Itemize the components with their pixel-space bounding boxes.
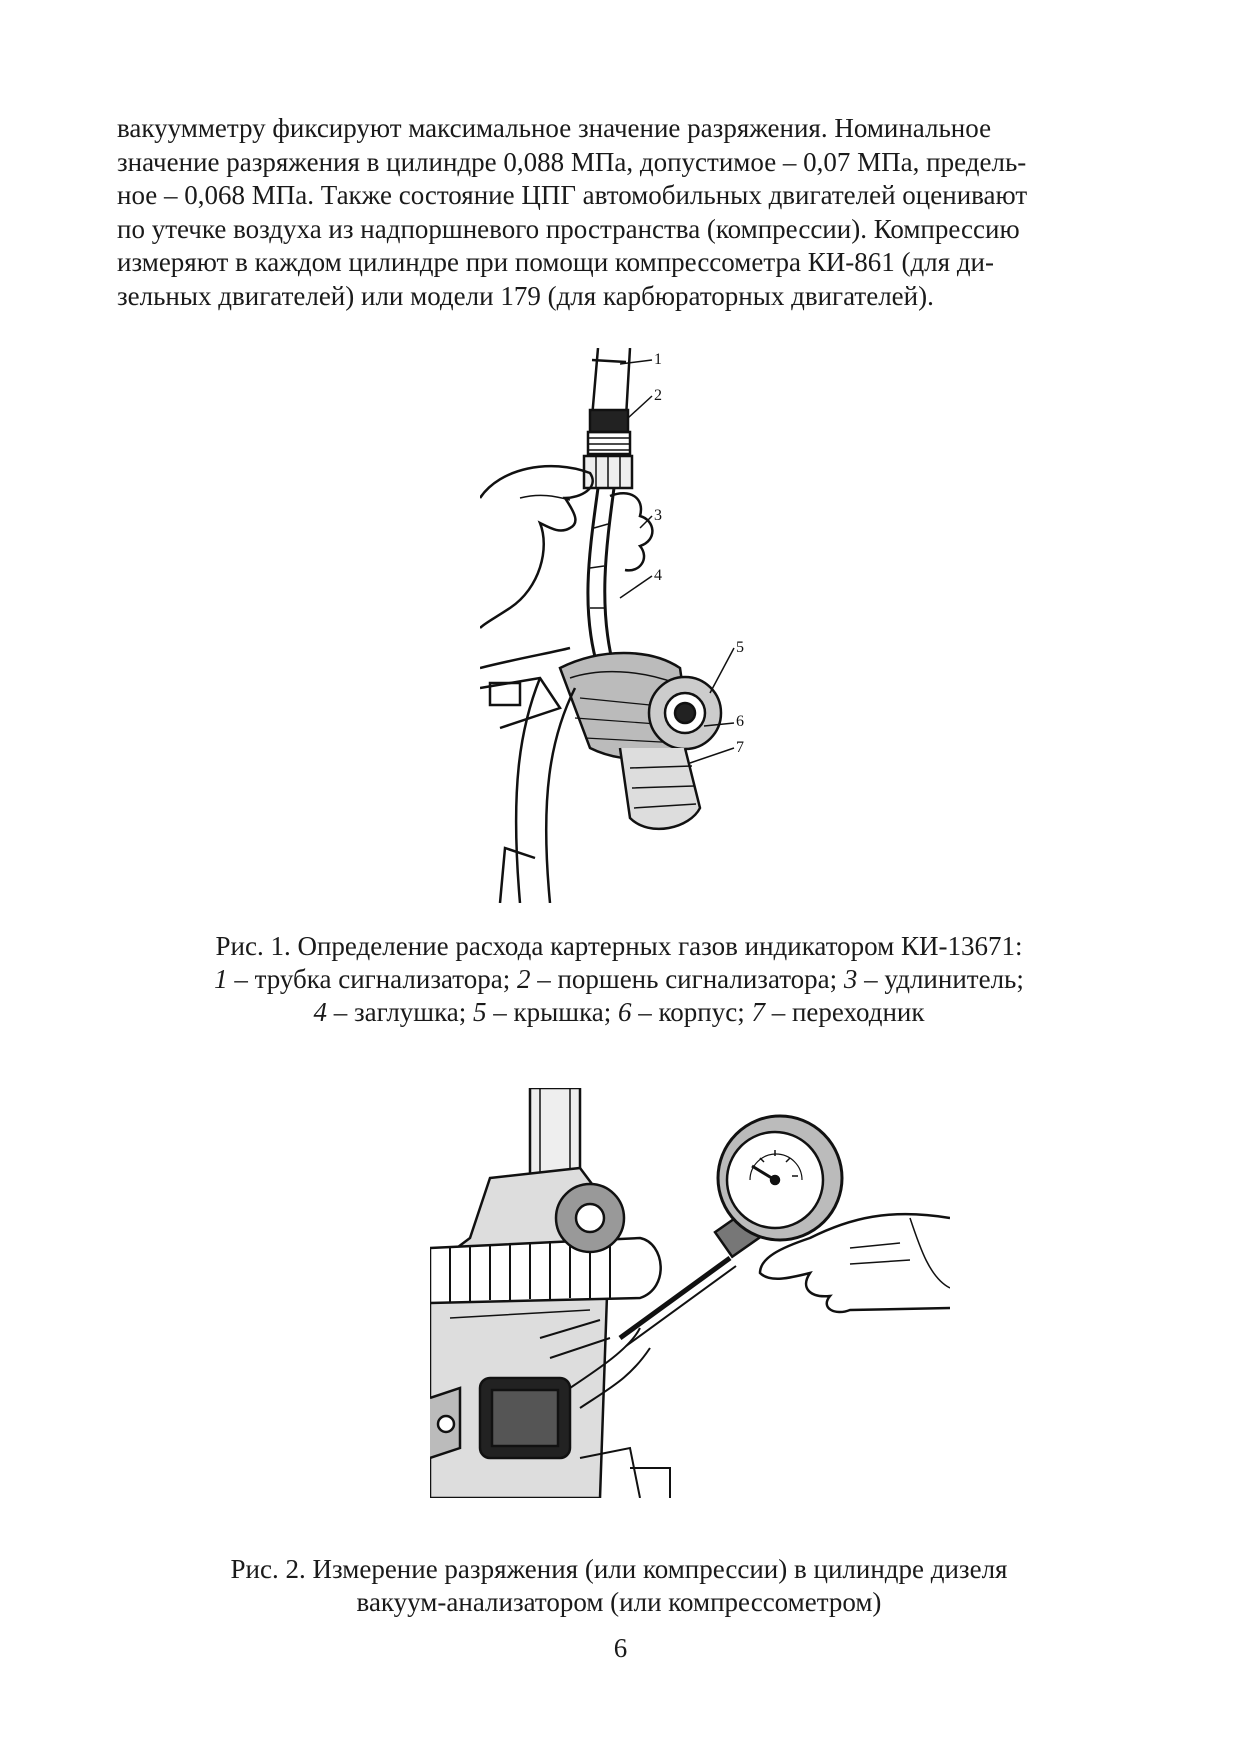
legend-text: – заглушка; bbox=[326, 997, 474, 1027]
figure-2-caption bbox=[117, 1553, 1121, 1619]
callout-5: 5 bbox=[736, 639, 744, 656]
figure-2-illustration bbox=[430, 1088, 950, 1498]
body-paragraph bbox=[117, 112, 1121, 313]
caption-line-1: Рис. 2. Измерение разряжения (или компрессии) в цилиндре дизеля bbox=[230, 1554, 1008, 1584]
legend-text: – удлинитель; bbox=[857, 964, 1024, 994]
legend-number: 5 bbox=[473, 997, 487, 1027]
callout-1: 1 bbox=[654, 351, 662, 368]
legend-text: – поршень сигнализатора; bbox=[530, 964, 844, 994]
paragraph-line: вакуумметру фиксируют максимальное значение разряжения. Номинальное bbox=[117, 113, 992, 143]
caption-title: Рис. 1. Определение расхода картерных газов индикатором КИ-13671: bbox=[215, 931, 1023, 961]
caption-legend-line bbox=[117, 963, 1121, 996]
caption-legend-line bbox=[117, 996, 1121, 1029]
vacuum-analyzer-drawing bbox=[430, 1088, 950, 1498]
legend-number: 1 bbox=[214, 964, 228, 994]
callout-6: 6 bbox=[736, 713, 744, 730]
page-number: 6 bbox=[613, 1633, 628, 1663]
legend-number: 6 bbox=[618, 997, 632, 1027]
caption-line-2: вакуум-анализатором (или компрессометром) bbox=[356, 1587, 882, 1617]
legend-text: – переходник bbox=[764, 997, 925, 1027]
legend-number: 7 bbox=[751, 997, 765, 1027]
legend-number: 2 bbox=[516, 964, 531, 994]
legend-text: – крышка; bbox=[486, 997, 619, 1027]
callout-4: 4 bbox=[654, 567, 662, 584]
legend-text: – корпус; bbox=[631, 997, 752, 1027]
crankcase-gas-indicator-drawing bbox=[480, 348, 820, 903]
figure-1-caption bbox=[117, 930, 1121, 1029]
paragraph-line: измеряют в каждом цилиндре при помощи компрессометра КИ-861 (для ди- bbox=[117, 247, 994, 277]
legend-number: 4 bbox=[313, 997, 327, 1027]
callout-2: 2 bbox=[654, 387, 662, 404]
paragraph-line: ное – 0,068 МПа. Также состояние ЦПГ автомобильных двигателей оценивают bbox=[117, 180, 1028, 210]
legend-number: 3 bbox=[843, 964, 858, 994]
paragraph-line: по утечке воздуха из надпоршневого пространства (компрессии). Компрессию bbox=[117, 213, 1020, 244]
paragraph-line: зельных двигателей) или модели 179 (для карбюраторных двигателей). bbox=[117, 280, 934, 311]
legend-text: – трубка сигнализатора; bbox=[227, 964, 517, 994]
callout-7: 7 bbox=[736, 739, 744, 756]
callout-3: 3 bbox=[654, 507, 662, 524]
figure-1-illustration bbox=[480, 348, 820, 903]
paragraph-line: значение разряжения в цилиндре 0,088 МПа, допустимое – 0,07 МПа, предель- bbox=[117, 146, 1027, 177]
